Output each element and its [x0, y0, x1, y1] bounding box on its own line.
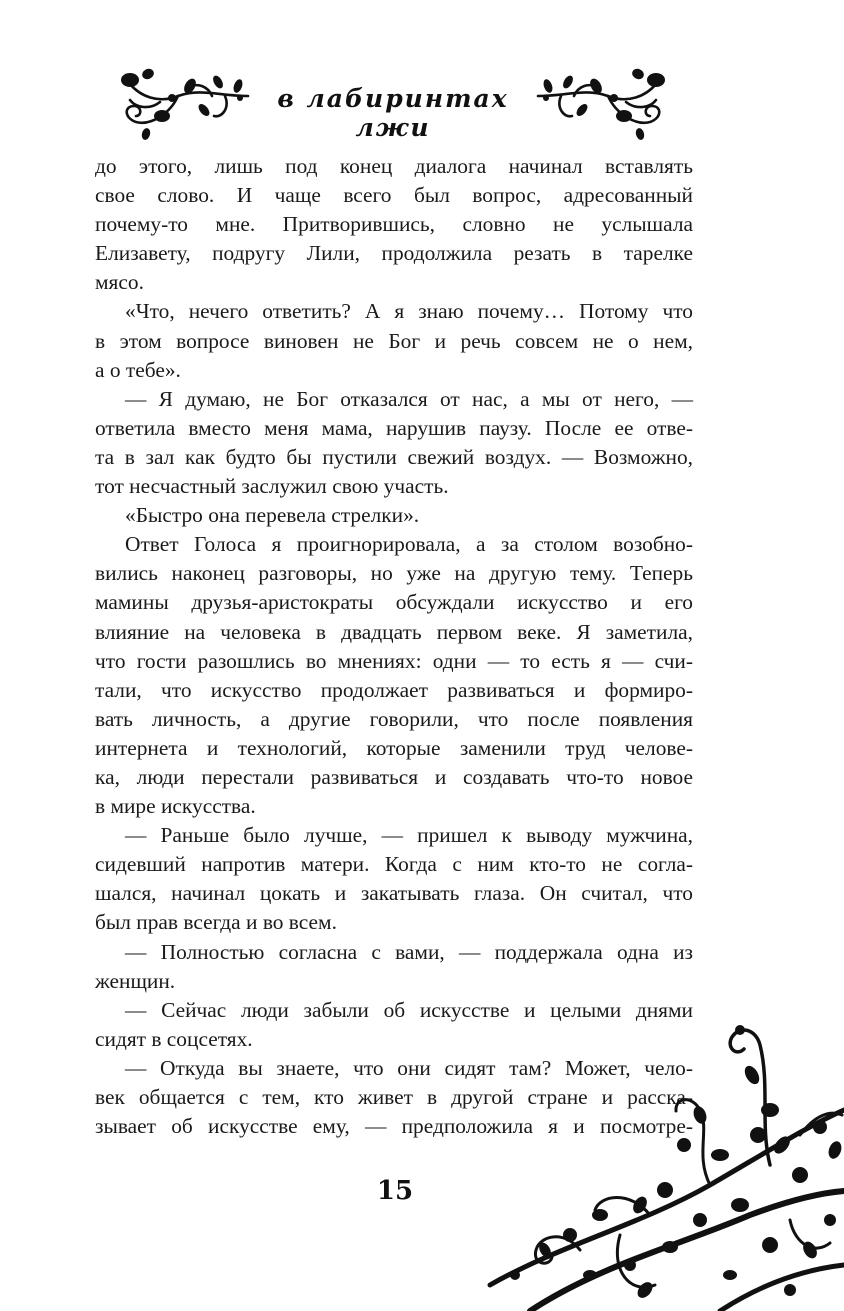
text-line: зывает об искусстве ему, — предположила я и посмотре-: [95, 1114, 693, 1139]
text-line: ответила вместо меня мама, нарушив паузу. После ее отве-: [95, 415, 693, 440]
text-line: в этом вопросе виновен не Бог и речь совсем не о нем,: [95, 328, 693, 353]
text-line: та в зал как будто бы пустили свежий воздух. — Возможно,: [95, 444, 693, 469]
text-line: вать личность, а другие говорили, что после появления: [95, 706, 693, 731]
text-line: мясо.: [95, 270, 144, 295]
corner-vine-ornament-icon: [470, 1015, 844, 1311]
text-line: Елизавету, подругу Лили, продолжила резать в тарелке: [95, 241, 693, 266]
book-title: в лабиринтах лжи: [277, 84, 509, 142]
right-floral-ornament-icon: [536, 66, 686, 140]
text-line: сидевший напротив матери. Когда с ним кто-то не согла-: [95, 852, 693, 877]
text-line: что гости разошлись во мнениях: одни — то есть я — счи-: [95, 648, 693, 673]
text-line: — Я думаю, не Бог отказался от нас, а мы от него, —: [125, 386, 693, 411]
text-line: свое слово. И чаще всего был вопрос, адресованный: [95, 183, 693, 208]
text-line: век общается с тем, кто живет в другой стране и расска-: [95, 1085, 693, 1109]
page-number: 15: [376, 1176, 414, 1206]
body-text: [95, 152, 693, 1141]
text-line: почему-то мне. Притворившись, словно не услышала: [95, 212, 693, 237]
text-line: «Что, нечего ответить? А я знаю почему… Потому что: [125, 299, 693, 324]
text-line: — Откуда вы знаете, что они сидят там? Может, чело-: [125, 1055, 693, 1080]
text-line: — Раньше было лучше, — пришел к выводу мужчина,: [125, 823, 693, 848]
running-header: [0, 66, 844, 146]
text-line: — Полностью согласна с вами, — поддержала одна из: [125, 939, 693, 964]
text-line: до этого, лишь под конец диалога начинал вставлять: [95, 154, 693, 178]
text-line: интернета и технологий, которые заменили труд челове-: [95, 735, 693, 760]
text-line: мамины друзья-аристократы обсуждали искусство и его: [95, 590, 693, 615]
text-line: шался, начинал цокать и закатывать глаза. Он считал, что: [95, 881, 693, 906]
text-line: вились наконец разговоры, но уже на другую тему. Теперь: [95, 561, 693, 586]
left-floral-ornament-icon: [100, 66, 250, 140]
text-line: а о тебе».: [95, 357, 181, 382]
text-line: женщин.: [95, 968, 176, 993]
text-line: сидят в соцсетях.: [95, 1026, 253, 1051]
text-line: тот несчастный заслужил свою участь.: [95, 474, 449, 499]
text-line: влияние на человека в двадцать первом веке. Я заметила,: [95, 619, 693, 644]
text-line: Ответ Голоса я проигнорировала, а за столом возобно-: [125, 532, 693, 557]
text-line: — Сейчас люди забыли об искусстве и целыми днями: [125, 997, 693, 1022]
text-line: в мире искусства.: [95, 794, 256, 819]
text-line: был прав всегда и во всем.: [95, 910, 337, 935]
text-line: тали, что искусство продолжает развиваться и формиро-: [95, 677, 693, 702]
text-line: «Быстро она перевела стрелки».: [125, 503, 420, 528]
text-line: ка, люди перестали развиваться и создавать что-то новое: [95, 764, 693, 789]
